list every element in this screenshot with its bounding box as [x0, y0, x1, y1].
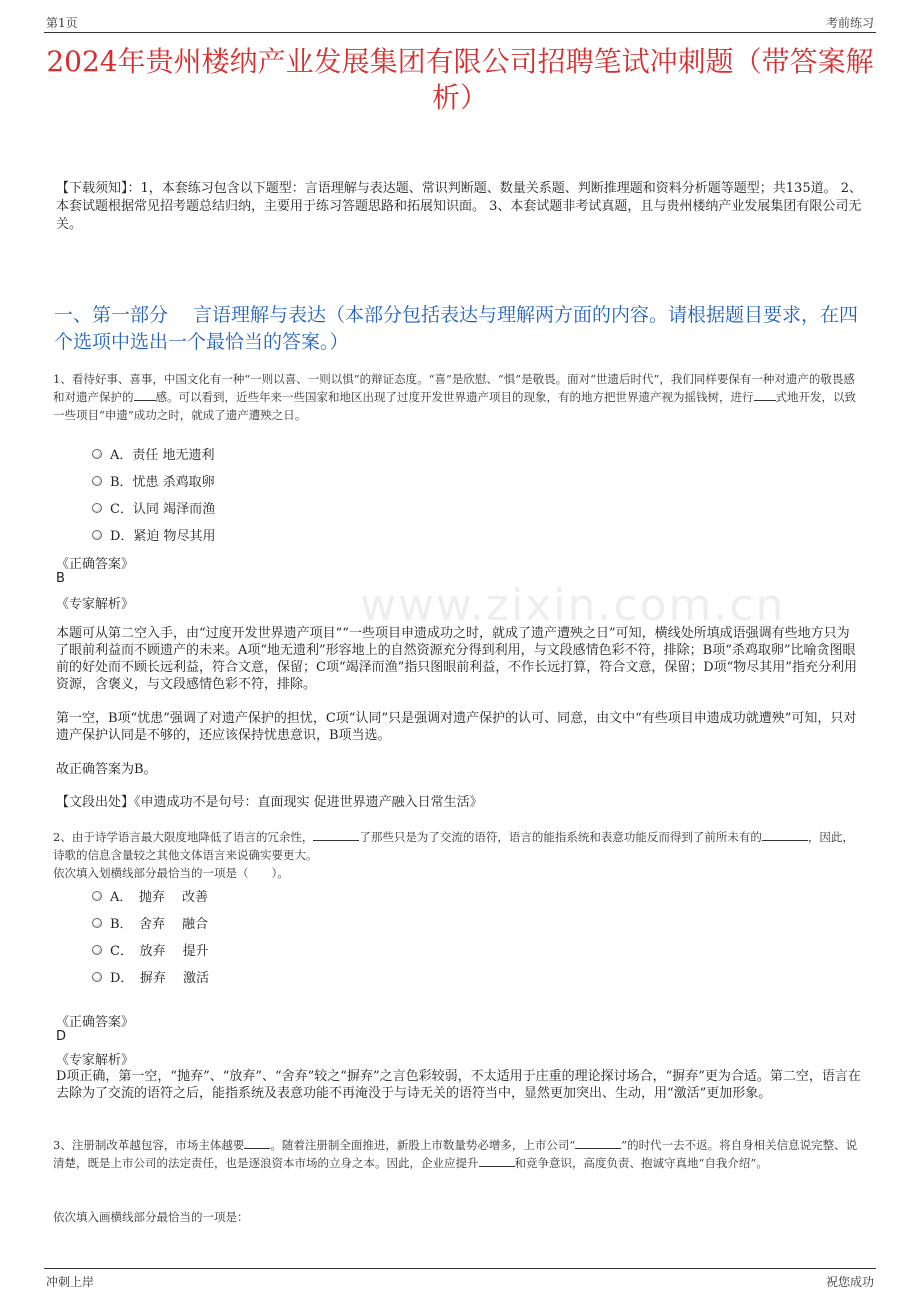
option-d[interactable]: D．紧迫 物尽其用	[92, 521, 216, 548]
page-number: 第1页	[46, 16, 78, 30]
radio-icon[interactable]	[92, 891, 102, 901]
answer-value: B	[56, 571, 65, 586]
option-c[interactable]: C．认同 竭泽而渔	[92, 494, 216, 521]
footer-right: 祝您成功	[825, 1275, 874, 1289]
radio-icon[interactable]	[92, 972, 102, 982]
question-1-options	[92, 440, 216, 548]
radio-icon[interactable]	[92, 503, 102, 513]
header-tag: 考前练习	[825, 16, 874, 30]
question-3-text: 3、注册制改革越包容，市场主体越要 。随着注册制全面推进，新股上市数量势必增多，上市公司“ ”的时代一去不返。将自身相关信息说完整、说清楚，既是上市公司的法定责任，也是逐浪资本市场的立身之本。因此，企业应提升 和竞争意识，高度负责、抱诚守真地“自我介绍”。	[53, 1138, 858, 1170]
question-1-text: 1、看待好事、喜事，中国文化有一种“一则以喜、一则以惧”的辩证态度。“喜”是欣慰、“惧”是敬畏。面对“世遗后时代”，我们同样要保有一种对遗产的敬畏感和对遗产保护的 感。可以看到，近些年来一些国家和地区出现了过度开发世界遗产项目的现象，有的地方把世界遗产视为摇钱树，进行 式地开发，以致一些项目“申遗”成功之时，就成了遗产遭殃之日。	[53, 372, 856, 422]
option-a[interactable]: A． 抛弃 改善	[92, 882, 209, 909]
document-title: 2024年贵州楼纳产业发展集团有限公司招聘笔试冲刺题（带答案解析）	[46, 45, 874, 114]
question-2-options	[92, 882, 209, 990]
analysis-paragraph: D项正确，第一空，“抛弃”、“放弃”、“舍弃”较之“摒弃”之言色彩较弱，不太适用于庄重的理论探讨场合，“摒弃”更为合适。第二空，语言在去除为了交流的语符之后，能指系统及表意功能不再淹没于与诗无关的语符当中，显然更加突出、生动，用“激活”更加形象。	[56, 1069, 861, 1101]
analysis-conclusion: 故正确答案为B。	[56, 762, 157, 777]
question-3-prompt: 依次填入画横线部分最恰当的一项是：	[53, 1210, 249, 1224]
analysis-label: 《专家解析》	[56, 597, 135, 612]
source-citation: 【文段出处】《申遗成功不是句号：直面现实 促进世界遗产融入日常生活》	[56, 795, 483, 810]
option-d[interactable]: D． 摒弃 激活	[92, 963, 209, 990]
analysis-paragraph: 第一空，B项“忧患”强调了对遗产保护的担忧，C项“认同”只是强调对遗产保护的认可、同意，由文中“有些项目申遗成功就遭殃”可知，只对遗产保护认同是不够的，还应该保持忧患意识，B项当选。	[56, 711, 857, 743]
download-notice: 【下载须知】：1，本套练习包含以下题型：言语理解与表达题、常识判断题、数量关系题、判断推理题和资料分析题等题型；共135道。 2、本套试题根据常见招考题总结归纳，主要用于练习答题思路和拓展知识面。 3、本套试题非考试真题，且与贵州楼纳产业发展集团有限公司无关。	[56, 181, 862, 232]
analysis-label: 《专家解析》	[56, 1053, 135, 1068]
radio-icon[interactable]	[92, 530, 102, 540]
radio-icon[interactable]	[92, 476, 102, 486]
question-2-text: 2、由于诗学语言最大限度地降低了语言的冗余性， 了那些只是为了交流的语符，语言的能指系统和表意功能反而得到了前所未有的 ，因此，诗歌的信息含量较之其他文体语言来说确实要更大。	[53, 830, 854, 862]
watermark: www.zixin.com.cn	[360, 580, 786, 631]
page-footer	[44, 1268, 876, 1293]
option-b[interactable]: B．忧患 杀鸡取卵	[92, 467, 216, 494]
answer-label: 《正确答案》	[56, 557, 135, 572]
option-c[interactable]: C． 放弃 提升	[92, 936, 209, 963]
answer-label: 《正确答案》	[56, 1015, 135, 1030]
radio-icon[interactable]	[92, 918, 102, 928]
analysis-paragraph: 本题可从第二空入手，由“过度开发世界遗产项目”“一些项目申遗成功之时，就成了遗产遭殃之日”可知，横线处所填成语强调有些地方只为了眼前利益而不顾遗产的未来。A项“地无遗利”形容地上的自然资源充分得到利用，与文段感情色彩不符，排除；B项“杀鸡取卵”比喻贪图眼前的好处而不顾长远利益，符合文意，保留；C项“竭泽而渔”指只图眼前利益，不作长远打算，符合文意，保留；D项“物尽其用”指充分利用资源，含褒义，与文段感情色彩不符，排除。	[56, 626, 857, 692]
question-2-prompt: 依次填入划横线部分最恰当的一项是（ ）。	[53, 866, 289, 880]
page-header	[44, 10, 876, 33]
radio-icon[interactable]	[92, 449, 102, 459]
section-heading: 一、第一部分 言语理解与表达（本部分包括表达与理解两方面的内容。请根据题目要求，在四个选项中选出一个最恰当的答案。）	[54, 304, 859, 353]
footer-left: 冲刺上岸	[46, 1275, 95, 1289]
answer-value: D	[56, 1029, 67, 1044]
radio-icon[interactable]	[92, 945, 102, 955]
option-a[interactable]: A．责任 地无遗利	[92, 440, 216, 467]
option-b[interactable]: B． 舍弃 融合	[92, 909, 209, 936]
